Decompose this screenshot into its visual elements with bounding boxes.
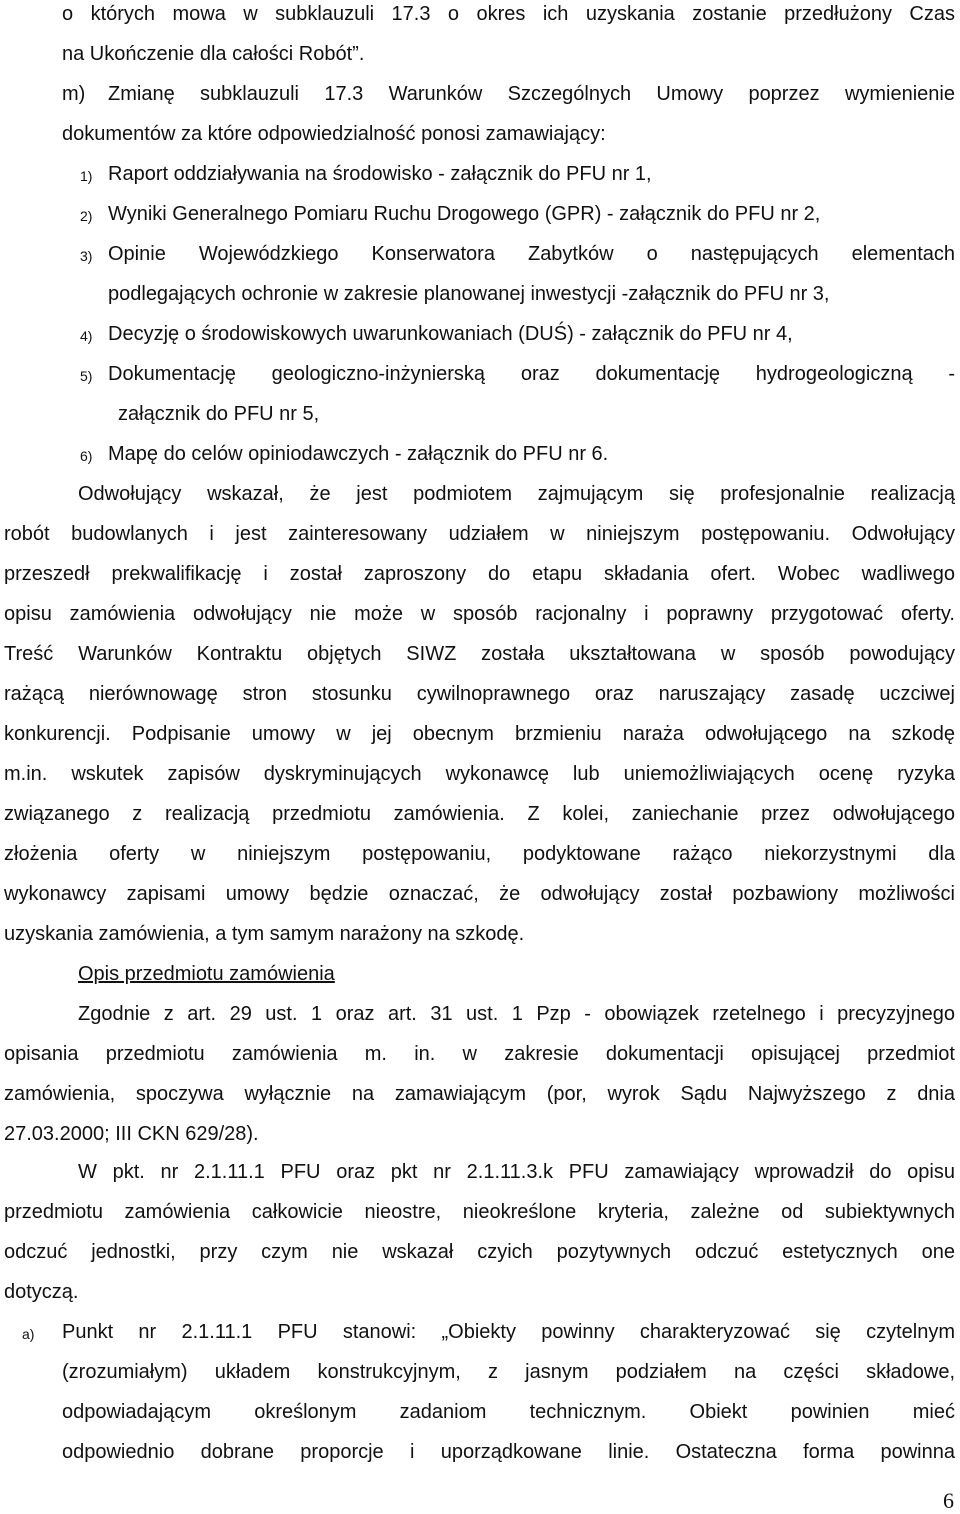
text-line: opisu zamówienia odwołujący nie może w sposób racjonalny i poprawny przygotować oferty. [4, 603, 955, 625]
list-number: 1) [80, 168, 93, 184]
text-line: Odwołujący wskazał, że jest podmiotem zajmującym się profesjonalnie realizacją [78, 483, 955, 505]
text-line: Wyniki Generalnego Pomiaru Ruchu Drogowego (GPR) - załącznik do PFU nr 2, [108, 203, 821, 225]
text-line: m.in. wskutek zapisów dyskryminujących wykonawcę lub uniemożliwiających ocenę ryzyka [4, 763, 955, 785]
text-line: odpowiednio dobrane proporcje i uporządkowane linie. Ostateczna forma powinna [62, 1441, 955, 1463]
text-line: Zgodnie z art. 29 ust. 1 oraz art. 31 ust. 1 Pzp - obowiązek rzetelnego i precyzyjnego [78, 1003, 955, 1025]
list-number: 3) [80, 248, 93, 264]
text-line: Dokumentację geologiczno-inżynierską oraz dokumentację hydrogeologiczną - [108, 363, 955, 385]
text-line: Raport oddziaływania na środowisko - załącznik do PFU nr 1, [108, 163, 652, 185]
text-line: Decyzję o środowiskowych uwarunkowaniach (DUŚ) - załącznik do PFU nr 4, [108, 323, 793, 345]
list-number: a) [22, 1326, 35, 1342]
text-line: wykonawcy zapisami umowy będzie oznaczać, że odwołujący został pozbawiony możliwości [4, 883, 955, 905]
text-line: przedmiotu zamówienia całkowicie nieostre, nieokreślone kryteria, zależne od subiektywnych [4, 1201, 955, 1223]
text-line: Mapę do celów opiniodawczych - załącznik do PFU nr 6. [108, 443, 609, 465]
text-line: dokumentów za które odpowiedzialność ponosi zamawiający: [62, 123, 606, 145]
text-line: złożenia oferty w niniejszym postępowaniu, podyktowane rażąco niekorzystnymi dla [4, 843, 955, 865]
list-number: 2) [80, 208, 93, 224]
text-line: podlegających ochronie w zakresie planowanej inwestycji -załącznik do PFU nr 3, [108, 283, 830, 305]
text-line: uzyskania zamówienia, a tym samym narażony na szkodę. [4, 923, 525, 945]
list-number: 5) [80, 368, 93, 384]
text-line: Treść Warunków Kontraktu objętych SIWZ została ukształtowana w sposób powodujący [4, 643, 955, 665]
text-line: 27.03.2000; III CKN 629/28). [4, 1123, 259, 1145]
text-line: odpowiadającym określonym zadaniom technicznym. Obiekt powinien mieć [62, 1401, 955, 1423]
text-line: o których mowa w subklauzuli 17.3 o okres ich uzyskania zostanie przedłużony Czas [62, 3, 955, 25]
text-line: (zrozumiałym) układem konstrukcyjnym, z jasnym podziałem na części składowe, [62, 1361, 955, 1383]
text-line: przeszedł prekwalifikację i został zaproszony do etapu składania ofert. Wobec wadliwego [4, 563, 955, 585]
text-line: robót budowlanych i jest zainteresowany udziałem w niniejszym postępowaniu. Odwołujący [4, 523, 955, 545]
page-number: 6 [943, 1488, 954, 1513]
text-line: związanego z realizacją przedmiotu zamówienia. Z kolei, zaniechanie przez odwołującego [4, 803, 955, 825]
list-label: m) [62, 83, 86, 105]
list-number: 4) [80, 328, 93, 344]
text-line: rażącą nierównowagę stron stosunku cywilnoprawnego oraz naruszający zasadę uczciwej [4, 683, 955, 705]
text-line: opisania przedmiotu zamówienia m. in. w zakresie dokumentacji opisującej przedmiot [4, 1043, 955, 1065]
text-line: zamówienia, spoczywa wyłącznie na zamawiającym (por, wyrok Sądu Najwyższego z dnia [4, 1083, 955, 1105]
section-heading: Opis przedmiotu zamówienia [78, 963, 335, 985]
text-line: konkurencji. Podpisanie umowy w jej obecnym brzmieniu naraża odwołującego na szkodę [4, 723, 955, 745]
text-line: Opinie Wojewódzkiego Konserwatora Zabytków o następujących elementach [108, 243, 955, 265]
text-line: Zmianę subklauzuli 17.3 Warunków Szczególnych Umowy poprzez wymienienie [108, 83, 955, 105]
text-line: W pkt. nr 2.1.11.1 PFU oraz pkt nr 2.1.11.3.k PFU zamawiający wprowadził do opisu [78, 1161, 955, 1183]
text-line: odczuć jednostki, przy czym nie wskazał czyich pozytywnych odczuć estetycznych one [4, 1241, 955, 1263]
text-line: Punkt nr 2.1.11.1 PFU stanowi: „Obiekty powinny charakteryzować się czytelnym [62, 1321, 955, 1343]
list-number: 6) [80, 448, 93, 464]
text-line: na Ukończenie dla całości Robót”. [62, 43, 365, 65]
text-line: dotyczą. [4, 1281, 79, 1303]
text-line: załącznik do PFU nr 5, [118, 403, 320, 425]
